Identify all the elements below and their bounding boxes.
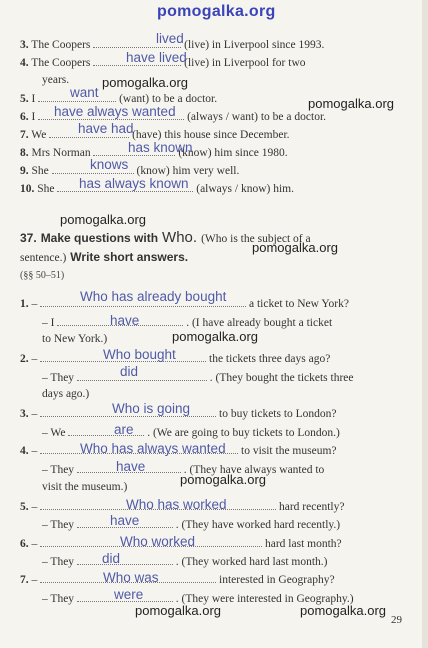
item-text: . (They have always wanted to: [183, 464, 325, 476]
handwritten-answer: lived: [156, 31, 184, 46]
item-text: – They: [42, 372, 75, 384]
item-text: – They: [42, 464, 75, 476]
handwritten-answer: have: [110, 313, 140, 328]
ex37-answer-1-cont: to New York.): [42, 333, 108, 345]
watermark: pomogalka.org: [172, 329, 258, 344]
ex37-question-5: 5. – hard recently?: [20, 501, 345, 513]
item-number: 5.: [20, 93, 29, 105]
item-number: 8.: [20, 147, 29, 159]
item-text: the tickets three days ago?: [209, 353, 331, 365]
item-number: 9.: [20, 165, 29, 177]
ex37-answer-2: [42, 371, 354, 384]
item-text: (want) to be a doctor.: [119, 93, 218, 105]
item-number: 6.: [20, 538, 29, 550]
item-number: 3.: [20, 39, 29, 51]
item-number: 5.: [20, 501, 29, 513]
handwritten-answer: Who bought: [103, 347, 176, 362]
item-text: The Coopers: [31, 57, 91, 69]
page-number: 29: [391, 614, 402, 626]
item-text: I: [31, 93, 36, 105]
watermark-top: pomogalka.org: [157, 3, 276, 20]
item-number: 6.: [20, 111, 29, 123]
item-text: (always / want) to be a doctor.: [187, 111, 327, 123]
exercise-note: sentence.): [20, 252, 67, 264]
answer-blank: [77, 371, 207, 381]
handwritten-answer: have: [116, 459, 146, 474]
handwritten-answer: are: [114, 422, 134, 437]
handwritten-answer: has always known: [79, 176, 189, 191]
item-text: . (They bought the tickets three: [209, 372, 354, 384]
watermark: pomogalka.org: [180, 472, 266, 487]
watermark: pomogalka.org: [102, 75, 188, 90]
ex37-answer-3: [42, 426, 340, 439]
ex37-question-1: 1. – a ticket to New York?: [20, 298, 349, 310]
ex37-answer-2-cont: days ago.): [42, 388, 90, 400]
handwritten-answer: have always wanted: [54, 104, 176, 119]
item-number: 7.: [20, 129, 29, 141]
item-text: She: [31, 165, 49, 177]
item-text: We: [31, 129, 47, 141]
item-number: 7.: [20, 574, 29, 586]
item-text: . (I have already bought a ticket: [186, 317, 333, 329]
watermark: pomogalka.org: [308, 96, 394, 111]
exercise-title: Write short answers.: [70, 250, 189, 264]
answer-blank: [77, 555, 173, 565]
watermark: pomogalka.org: [135, 603, 221, 618]
ex37-question-7: 7. – interested in Geography?: [20, 574, 335, 586]
exercise-keyword: Who.: [162, 229, 198, 246]
item-text: (live) in Liverpool for two: [184, 57, 306, 69]
ex37-answer-4-cont: visit the museum.): [42, 481, 128, 493]
handwritten-answer: knows: [90, 157, 129, 172]
ex37-question-2: 2. – the tickets three days ago?: [20, 353, 331, 365]
item-text: . (They worked hard last month.): [175, 556, 328, 568]
handwritten-answer: has known: [128, 140, 193, 155]
handwritten-answer: Who worked: [120, 534, 196, 549]
item-text: – We: [42, 427, 66, 439]
item-text: hard last month?: [265, 538, 342, 550]
item-text: hard recently?: [279, 501, 345, 513]
item-text: (know) him since 1980.: [178, 147, 288, 159]
item-text: The Coopers: [31, 39, 91, 51]
item-text: I: [31, 111, 36, 123]
item-number: 3.: [20, 408, 29, 420]
handwritten-answer: did: [102, 551, 121, 566]
exercise-37-heading-line2: [20, 248, 188, 266]
exercise-note: (Who is the subject of a: [201, 233, 311, 245]
item-text: (have) this house since December.: [132, 129, 290, 141]
handwritten-answer: were: [114, 587, 144, 602]
watermark: pomogalka.org: [252, 240, 338, 255]
ex37-question-6: 6. – hard last month?: [20, 538, 342, 550]
ex36-line-4-cont: years.: [42, 74, 70, 86]
item-text: – I: [42, 317, 55, 329]
ex37-question-4: 4. – to visit the museum?: [20, 445, 337, 457]
item-text: – They: [42, 593, 75, 605]
item-number: 2.: [20, 353, 29, 365]
handwritten-answer: have: [110, 513, 140, 528]
handwritten-answer: Who has always wanted: [80, 441, 226, 456]
page-edge: [422, 0, 428, 648]
item-text: (know) him very well.: [136, 165, 240, 177]
item-text: . (They have worked hard recently.): [175, 519, 341, 531]
handwritten-answer: Who was: [103, 570, 159, 585]
item-text: Mrs Norman: [31, 147, 91, 159]
item-text: a ticket to New York?: [249, 298, 349, 310]
item-text: (live) in Liverpool since 1993.: [184, 39, 325, 51]
handwritten-answer: have lived: [126, 50, 187, 65]
item-number: 10.: [20, 183, 35, 195]
ex37-answer-6: [42, 555, 328, 568]
handwritten-answer: did: [120, 364, 139, 379]
item-text: . (We are going to buy tickets to London.): [147, 427, 340, 439]
item-number: 4.: [20, 57, 29, 69]
watermark: pomogalka.org: [300, 603, 386, 618]
handwritten-answer: want: [70, 85, 99, 100]
item-text: interested in Geography?: [219, 574, 335, 586]
item-text: to visit the museum?: [241, 445, 337, 457]
item-text: – They: [42, 556, 75, 568]
handwritten-answer: Who has already bought: [80, 289, 227, 304]
item-text: She: [37, 183, 55, 195]
handwritten-answer: Who is going: [112, 401, 191, 416]
handwritten-answer: Who has worked: [126, 497, 227, 512]
watermark: pomogalka.org: [60, 212, 146, 227]
ex37-answer-1: [42, 316, 332, 329]
ex37-question-3: 3. – to buy tickets to London?: [20, 408, 337, 420]
item-text: (always / know) him.: [196, 183, 294, 195]
item-text: – They: [42, 519, 75, 531]
item-text: to buy tickets to London?: [219, 408, 337, 420]
item-number: 4.: [20, 445, 29, 457]
exercise-number: 37.: [20, 231, 37, 245]
exercise-title: Make questions with: [40, 231, 159, 245]
handwritten-answer: have had: [78, 121, 134, 136]
ex37-answer-5: [42, 518, 340, 531]
section-reference: (§§ 50–51): [20, 270, 65, 281]
item-text: . (They were interested in Geography.): [175, 593, 354, 605]
item-number: 1.: [20, 298, 29, 310]
